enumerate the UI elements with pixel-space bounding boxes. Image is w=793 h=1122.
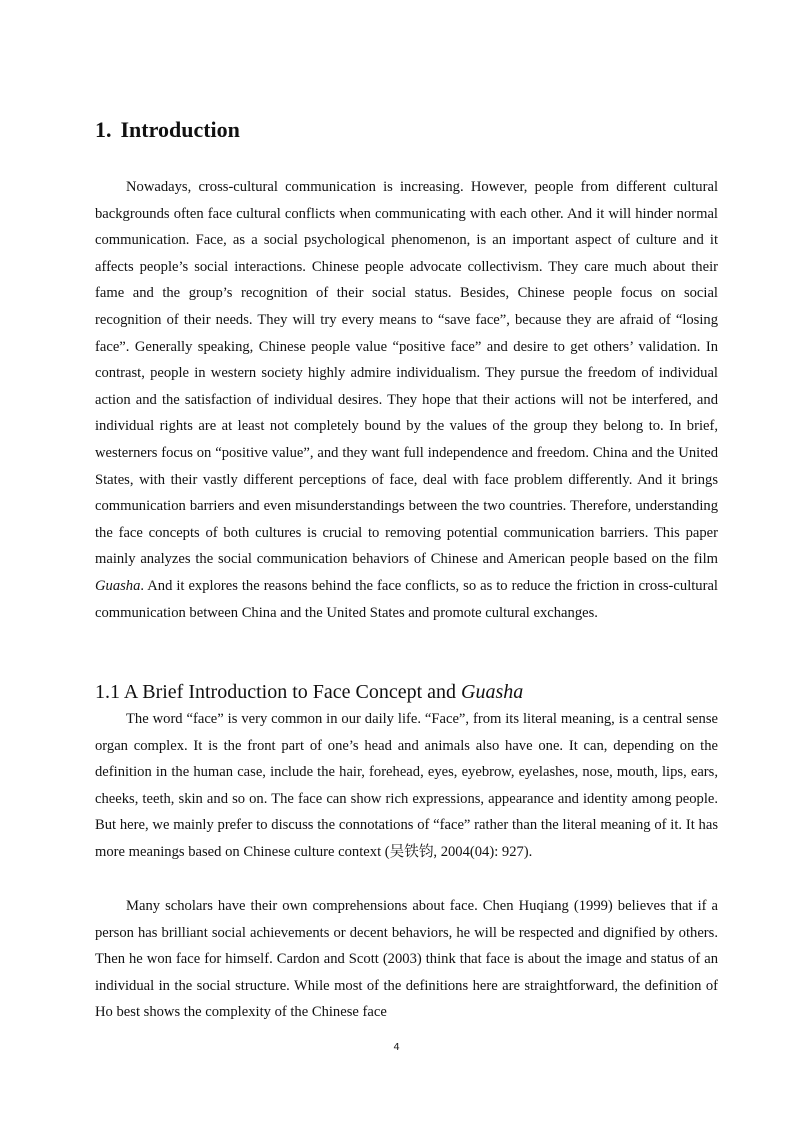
subsection-heading <box>95 678 523 706</box>
section-heading <box>95 114 240 146</box>
film-title-italic: Guasha <box>95 577 141 594</box>
face-paragraph <box>95 706 718 866</box>
intro-text-part-2: . And it explores the reasons behind the face conflicts, so as to reduce the friction in cross-cultural communication between China and the United States and promote cultural exchanges. <box>95 577 718 621</box>
section-number: 1. <box>95 117 112 142</box>
intro-paragraph <box>95 174 718 626</box>
scholars-paragraph <box>95 893 718 1026</box>
subsection-title-film: Guasha <box>461 681 524 703</box>
scholars-paragraph-text: Many scholars have their own comprehensions about face. Chen Huqiang (1999) believes that if a person has brilliant social achievements or decent behaviors, he will be respected and dignified by others. Then he won face for himself. Cardon and Scott (2003) think that face is about the image and status of an individual in the social structure. While most of the definitions here are straightforward, the definition of Ho best shows the complexity of the Chinese face <box>95 898 718 1021</box>
face-paragraph-text: The word “face” is very common in our daily life. “Face”, from its literal meaning, is a central sense organ complex. It is the front part of one’s head and animals also have one. It can, depending on the definition in the human case, include the hair, forehead, eyes, eyebrow, eyelashes, nose, mouth, lips, ears, cheeks, teeth, skin and so on. The face can show rich expressions, appearance and identity among people. But here, we mainly prefer to discuss the connotations of “face” rather than the literal meaning of it. It has more meanings based on Chinese culture context (吴铁钧, 2004(04): 927). <box>95 711 718 860</box>
section-title: Introduction <box>120 117 240 142</box>
subsection-title-prefix: 1.1 A Brief Introduction to Face Concept and <box>95 681 462 703</box>
intro-text-part-1: Nowadays, cross-cultural communication is increasing. However, people from different cultural backgrounds often face cultural conflicts when communicating with each other. And it will hinder normal communication. Face, as a social psychological phenomenon, is an important aspect of culture and it affects people’s social interactions. Chinese people advocate collectivism. They care much about their fame and the group’s recognition of their social status. Besides, Chinese people focus on social recognition of their needs. They will try every means to “save face”, because they are afraid of “losing face”. Generally speaking, Chinese people value “positive face” and desire to get others’ validation. In contrast, people in western society highly admire individualism. They pursue the freedom of individual action and the satisfaction of individual desires. They hope that their actions will not be interfered, and individual rights are at least not completely bound by the values of the group they belong to. In brief, westerners focus on “positive value”, and they want full independence and freedom. China and the United States, with their vastly different perceptions of face, deal with face problem differently. And it brings communication barriers and even misunderstandings between the two countries. Therefore, understanding the face concepts of both cultures is crucial to removing potential communication barriers. This paper mainly analyzes the social communication behaviors of Chinese and American people based on the film <box>95 179 718 568</box>
page-number: 4 <box>393 1042 400 1053</box>
